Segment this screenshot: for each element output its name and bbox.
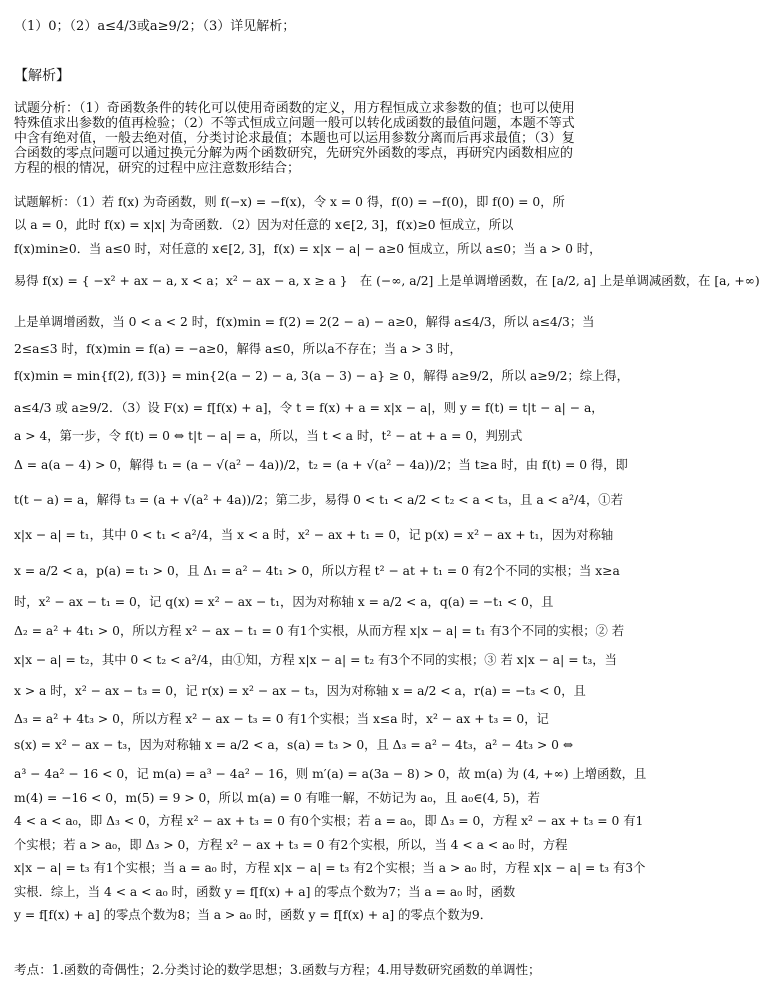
- answer-line: （1）0；（2）a≤4/3或a≥9/2；（3）详见解析；: [14, 19, 296, 34]
- analysis-line: 中含有绝对值，一般去绝对值，分类讨论求最值；本题也可以运用参数分离而后再求最值；（3）复: [14, 131, 575, 146]
- solution-line: Δ₃ = a² + 4t₃ > 0，所以方程 x² − ax − t₃ = 0 有1个实根；当 x≤a 时，x² − ax + t₃ = 0，记: [14, 712, 549, 726]
- solution-line: f(x)min = min{f(2), f(3)} = min{2(a − 2) − a, 3(a − 3) − a} ≥ 0，解得 a≥9/2，所以 a≥9/2；综上得，: [14, 369, 629, 383]
- section-heading: 【解析】: [14, 68, 70, 84]
- solution-line: Δ₂ = a² + 4t₁ > 0，所以方程 x² − ax − t₁ = 0 有1个实根，从而方程 x|x − a| = t₁ 有3个不同的实根；② 若: [14, 624, 625, 638]
- solution-line: 时，x² − ax − t₁ = 0，记 q(x) = x² − ax − t₁，因为对称轴 x = a/2 < a，q(a) = −t₁ < 0，且: [14, 595, 554, 609]
- solution-line: f(x)min≥0．当 a≤0 时，对任意的 x∈[2, 3]，f(x) = x|x − a| − a≥0 恒成立，所以 a≤0；当 a > 0 时，: [14, 242, 602, 256]
- solution-line: 2≤a≤3 时，f(x)min = f(a) = −a≥0，解得 a≤0，所以a不存在；当 a > 3 时，: [14, 342, 462, 356]
- analysis-line: 合函数的零点问题可以通过换元分解为两个函数研究，先研究外函数的零点，再研究内函数相应的: [14, 146, 574, 161]
- solution-line: 个实根；若 a > a₀，即 Δ₃ > 0，方程 x² − ax + t₃ = 0 有2个实根，所以，当 4 < a < a₀ 时，方程: [14, 838, 568, 852]
- solution-line: t(t − a) = a，解得 t₃ = (a + √(a² + 4a))/2；第二步，易得 0 < t₁ < a/2 < t₂ < a < t₃，且 a < a²/4，①若: [14, 493, 623, 507]
- solution-line: m(4) = −16 < 0，m(5) = 9 > 0，所以 m(a) = 0 有唯一解，不妨记为 a₀，且 a₀∈(4, 5)，若: [14, 791, 540, 805]
- solution-line: 试题解析：（1）若 f(x) 为奇函数，则 f(−x) = −f(x)，令 x = 0 得，f(0) = −f(0)，即 f(0) = 0，所: [14, 195, 565, 209]
- solution-line: x|x − a| = t₁，其中 0 < t₁ < a²/4，当 x < a 时，x² − ax + t₁ = 0，记 p(x) = x² − ax + t₁，因为对称轴: [14, 528, 614, 542]
- solution-line: 易得 f(x) = { −x² + ax − a, x < a；x² − ax − a, x ≥ a } 在 (−∞, a/2] 上是单调增函数，在 [a/2, a] 上是单调减函数，在 [a, +∞): [14, 274, 760, 288]
- footer-keypoints: 考点：1.函数的奇偶性；2.分类讨论的数学思想；3.函数与方程；4.用导数研究函数的单调性；: [14, 962, 541, 977]
- solution-line: 以 a = 0，此时 f(x) = x|x| 为奇函数．（2）因为对任意的 x∈[2, 3]，f(x)≥0 恒成立，所以: [14, 218, 514, 232]
- solution-line: Δ = a(a − 4) > 0，解得 t₁ = (a − √(a² − 4a))/2，t₂ = (a + √(a² − 4a))/2；当 t≥a 时，由 f(t) = 0 得，即: [14, 458, 628, 472]
- solution-line: a³ − 4a² − 16 < 0，记 m(a) = a³ − 4a² − 16，则 m′(a) = a(3a − 8) > 0，故 m(a) 为 (4, +∞) 上增函数，且: [14, 767, 647, 781]
- analysis-line: 方程的根的情况，研究的过程中应注意数形结合；: [14, 161, 301, 176]
- solution-line: 实根．综上，当 4 < a < a₀ 时，函数 y = f[f(x) + a] 的零点个数为7；当 a = a₀ 时，函数: [14, 885, 516, 899]
- solution-line: x = a/2 < a，p(a) = t₁ > 0，且 Δ₁ = a² − 4t₁ > 0，所以方程 t² − at + t₁ = 0 有2个不同的实根；当 x≥a: [14, 564, 620, 578]
- solution-line: x|x − a| = t₃ 有1个实根；当 a = a₀ 时，方程 x|x − a| = t₃ 有2个实根；当 a > a₀ 时，方程 x|x − a| = t₃ 有3个: [14, 861, 646, 875]
- solution-line: s(x) = x² − ax − t₃，因为对称轴 x = a/2 < a，s(a) = t₃ > 0，且 Δ₃ = a² − 4t₃，a² − 4t₃ > 0 ⇔: [14, 738, 574, 752]
- solution-line: a > 4，第一步，令 f(t) = 0 ⇔ t|t − a| = a，所以，当 t < a 时，t² − at + a = 0，判别式: [14, 429, 523, 443]
- solution-line: 4 < a < a₀，即 Δ₃ < 0，方程 x² − ax + t₃ = 0 有0个实根；若 a = a₀，即 Δ₃ = 0，方程 x² − ax + t₃ = 0 有1: [14, 814, 644, 828]
- solution-line: x|x − a| = t₂，其中 0 < t₂ < a²/4，由①知，方程 x|x − a| = t₂ 有3个不同的实根；③ 若 x|x − a| = t₃，当: [14, 653, 617, 667]
- analysis-line: 试题分析：（1）奇函数条件的转化可以使用奇函数的定义，用方程恒成立求参数的值；也可以使用: [14, 101, 575, 116]
- solution-line: a≤4/3 或 a≥9/2．（3）设 F(x) = f[f(x) + a]，令 t = f(x) + a = x|x − a|，则 y = f(t) = t|t − a| − a，: [14, 401, 604, 415]
- solution-line: 上是单调增函数，当 0 < a < 2 时，f(x)min = f(2) = 2(2 − a) − a≥0，解得 a≤4/3，所以 a≤4/3；当: [14, 315, 595, 329]
- solution-line: y = f[f(x) + a] 的零点个数为8；当 a > a₀ 时，函数 y = f[f(x) + a] 的零点个数为9．: [14, 908, 493, 922]
- solution-line: x > a 时，x² − ax − t₃ = 0，记 r(x) = x² − ax − t₃，因为对称轴 x = a/2 < a，r(a) = −t₃ < 0，且: [14, 684, 586, 698]
- analysis-line: 特殊值求出参数的值再检验；（2）不等式恒成立问题一般可以转化成函数的最值问题，本题不等式: [14, 116, 575, 131]
